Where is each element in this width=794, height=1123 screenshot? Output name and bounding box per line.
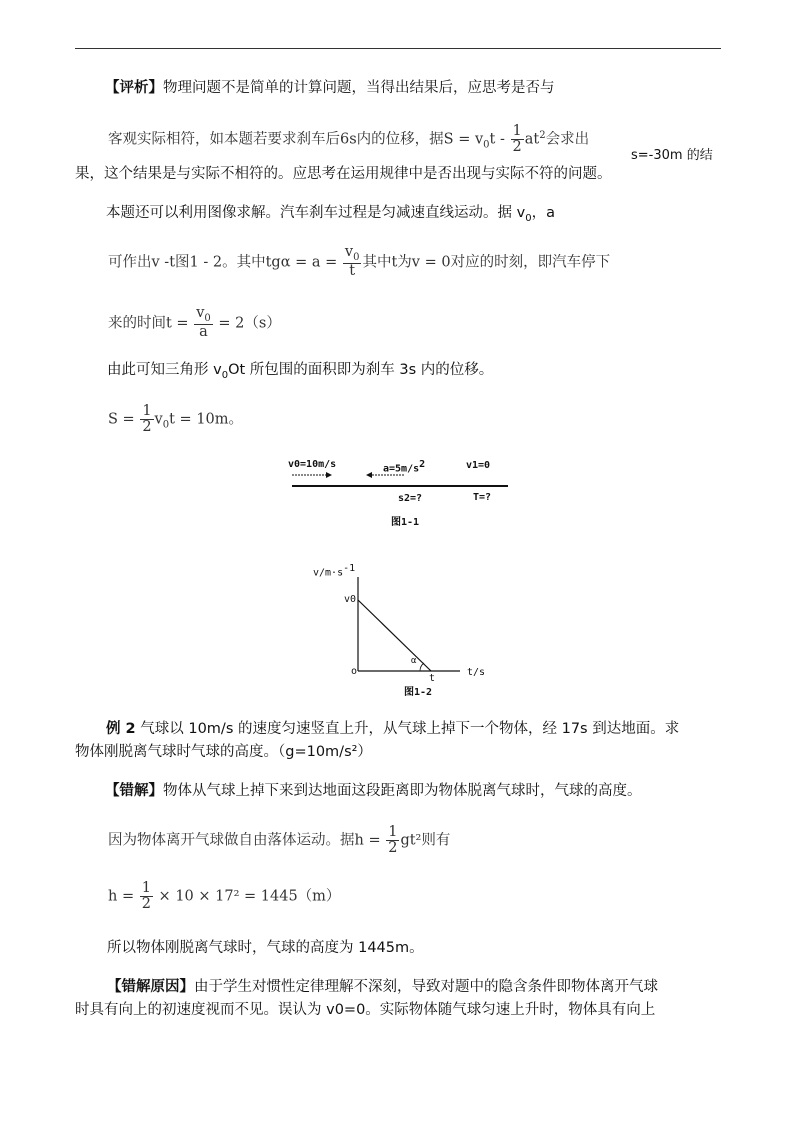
cause-text-1: 由于学生对惯性定律理解不深刻，导致对题中的隐含条件即物体离开气球 <box>194 979 658 995</box>
example-2-tag: 例 2 <box>106 721 136 737</box>
fig2-alpha-label: α <box>411 656 417 666</box>
fraction-numerator: 1 <box>142 403 152 419</box>
fig1-T-label: T=? <box>473 492 492 503</box>
fig2-ylabel <box>313 563 355 578</box>
fig1-a-exponent: 2 <box>419 459 426 470</box>
velocity-line <box>358 600 431 671</box>
v0-subscript: 0 <box>221 369 229 381</box>
area-pre: S = <box>108 411 140 428</box>
header-rule <box>75 48 721 49</box>
triangle-text-pre: 由此可知三角形 v <box>107 362 222 378</box>
displacement-formula-line <box>108 124 589 155</box>
cause-line2: 时具有向上的初速度视而不见。误认为 v0=0。实际物体随气球匀速上升时，物体具有向上 <box>75 1002 656 1018</box>
conclusion-line: 果，这个结果是与实际不相符的。应思考在运用规律中是否出现与实际不符的问题。 <box>75 166 612 182</box>
example-2-line1 <box>106 717 679 738</box>
v-symbol: v <box>344 244 354 260</box>
v-symbol: v <box>154 411 163 428</box>
line-tail: 的结 <box>686 148 713 163</box>
fraction-numerator: 1 <box>388 824 398 840</box>
wrong-solution-tag: 【错解】 <box>105 783 163 799</box>
square-exponent: 2 <box>539 129 546 141</box>
height-calc-post: × 10 × 17² = 1445（m） <box>153 888 341 905</box>
fig1-v1-label: v1=0 <box>466 460 491 471</box>
cause-tag: 【错解原因】 <box>107 979 194 995</box>
area-post: t = 10m。 <box>169 411 244 428</box>
v-symbol: v <box>196 305 205 321</box>
free-fall-pre: 因为物体离开气球做自由落体运动。据h = <box>108 832 386 849</box>
result-s-value <box>631 144 713 163</box>
tg-alpha-line <box>108 245 610 280</box>
v0-subscript: 0 <box>525 212 532 224</box>
fig1-caption: 图1-1 <box>391 517 420 528</box>
fig2-origin-label: o <box>351 666 358 677</box>
graph-method-line <box>106 201 555 224</box>
wrong-solution-text: 物体从气球上掉下来到达地面这段距离即为物体脱离气球时，气球的高度。 <box>163 783 642 799</box>
at-term: at <box>524 131 540 148</box>
fraction-numerator: 1 <box>141 880 151 896</box>
stop-time-line <box>108 306 281 341</box>
graph-method-text: 本题还可以利用图像求解。汽车刹车过程是匀减速直线运动。据 v <box>106 205 526 221</box>
fig1-s2-label: s2=? <box>398 493 423 504</box>
velocity-arrow-head <box>326 472 332 478</box>
example-2-line2: 物体刚脱离气球时气球的高度。（g=10m/s²） <box>75 744 372 760</box>
area-formula-line <box>108 404 243 435</box>
half-fraction <box>386 825 399 856</box>
fig2-v0-label: v0 <box>344 594 357 605</box>
fig2-caption: 图1-2 <box>404 687 433 698</box>
fig1-a-label <box>383 459 425 474</box>
example-2-text: 气球以 10m/s 的速度匀速竖直上升，从气球上掉下一个物体，经 17s 到达地面。求 <box>135 721 680 737</box>
fig2-ylabel-exponent: -1 <box>343 563 356 574</box>
triangle-text-post: Ot 所包围的面积即为刹车 3s 内的位移。 <box>228 362 494 378</box>
fraction-numerator <box>343 245 362 264</box>
graph-method-tail: ，a <box>531 205 555 221</box>
height-calc-pre: h = <box>108 888 139 905</box>
fig2-xlabel: t/s <box>467 667 486 678</box>
fig1-a-text: a=5m/s <box>383 463 420 475</box>
v0-subscript: 0 <box>483 139 490 151</box>
acceleration-arrow-head <box>366 472 372 478</box>
fig2-t-label: t <box>429 673 436 684</box>
v0-over-t-fraction <box>343 245 362 280</box>
formula-text-mid: t - <box>489 131 510 148</box>
v0-subscript: 0 <box>162 419 170 431</box>
wrong-solution-line <box>105 779 642 800</box>
half-fraction <box>140 404 153 435</box>
fraction-denominator: 2 <box>512 139 522 156</box>
v0-subscript: 0 <box>204 312 211 324</box>
height-calc-line <box>108 881 340 912</box>
triangle-area-line <box>107 358 493 381</box>
fraction-denominator: 2 <box>141 896 151 913</box>
formula-text-pre: 客观实际相符，如本题若要求刹车后6s内的位移，据S = v <box>108 131 484 148</box>
s-value: s=-30m <box>631 148 683 163</box>
fig2-ylabel-text: v/m·s <box>313 567 344 579</box>
analysis-text: 物理问题不是简单的计算问题，当得出结果后，应思考是否与 <box>163 80 555 96</box>
formula-text-post: 会求出 <box>545 131 590 148</box>
figure-1-2 <box>340 575 470 685</box>
fraction-numerator: 1 <box>512 123 522 139</box>
tg-text-post: 其中t为v = 0对应的时刻，即汽车停下 <box>362 254 611 271</box>
v0-subscript: 0 <box>353 251 360 263</box>
free-fall-line <box>108 825 450 856</box>
fraction-denominator: a <box>199 324 208 341</box>
cause-line1 <box>107 975 658 996</box>
half-fraction <box>511 124 524 155</box>
stop-time-pre: 来的时间t = <box>108 315 194 332</box>
free-fall-post: gt²则有 <box>400 832 451 849</box>
analysis-tag: 【评析】 <box>105 80 163 96</box>
fraction-denominator: 2 <box>142 419 152 436</box>
fraction-denominator: 2 <box>388 840 398 857</box>
fraction-denominator: t <box>349 263 356 280</box>
fig1-v0-label: v0=10m/s <box>288 459 337 470</box>
height-result-line: 所以物体刚脱离气球时，气球的高度为 1445m。 <box>107 940 424 956</box>
v0-over-a-fraction <box>194 306 213 341</box>
tg-text-pre: 可作出v -t图1 - 2。其中tgα = a = <box>108 254 342 271</box>
half-fraction <box>140 881 153 912</box>
fraction-numerator <box>194 306 213 325</box>
stop-time-post: = 2（s） <box>213 315 281 332</box>
analysis-paragraph <box>105 76 555 97</box>
